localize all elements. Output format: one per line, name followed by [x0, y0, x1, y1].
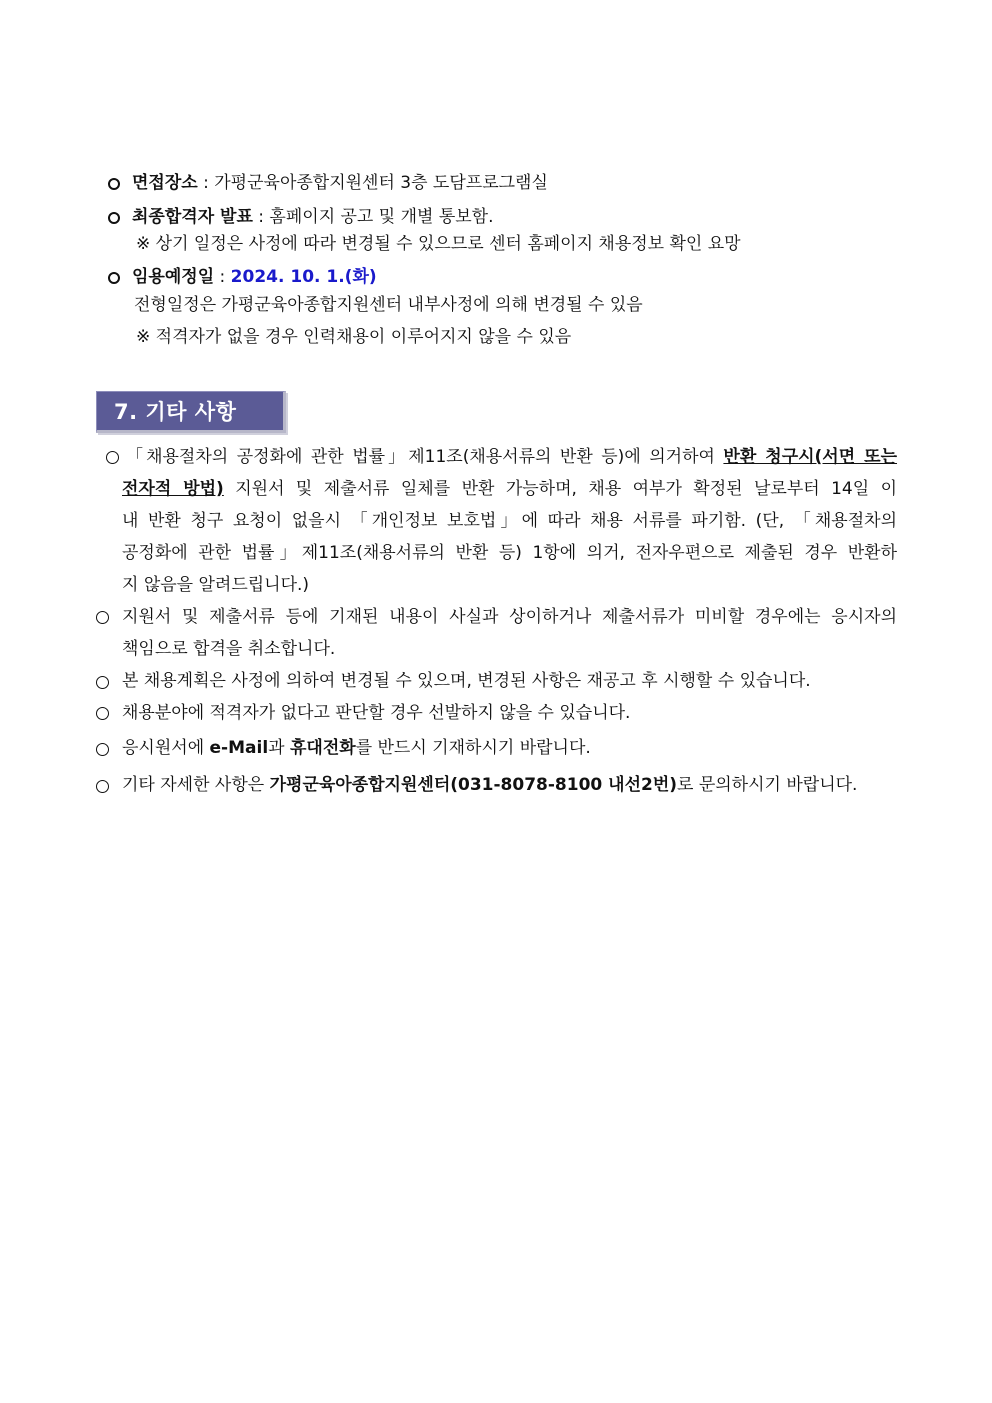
bullet-icon [96, 611, 109, 624]
final-announce-value: 홈페이지 공고 및 개별 통보함. [269, 207, 494, 227]
interview-place-label: 면접장소 [132, 173, 198, 193]
interview-place-line [132, 172, 548, 194]
bullet-icon [96, 707, 109, 720]
item1-text: 지원서 및 제출서류 일체를 반환 가능하며, 채용 여부가 확정된 날로부터 14일 이 [223, 479, 897, 499]
item1-line4: 공정화에 관한 법률」제11조(채용서류의 반환 등) 1항에 의거, 전자우편으로 제출된 경우 반환하 [122, 543, 897, 563]
final-announce-line [132, 206, 494, 228]
appointment-date: 2024. 10. 1.(화) [230, 267, 377, 287]
final-announce-label: 최종합격자 발표 [132, 207, 253, 227]
item1-emphasis: 반환 청구시(서면 또는 [723, 447, 898, 467]
bullet-icon [96, 780, 109, 793]
interview-place-value: 가평군육아종합지원센터 3층 도담프로그램실 [214, 173, 548, 193]
bullet-icon [108, 272, 120, 284]
item6-text: 로 문의하시기 바랍니다. [677, 775, 858, 795]
item5-email: e-Mail [209, 738, 269, 758]
separator: : [252, 207, 270, 227]
item5-text: 를 반드시 기재하시기 바랍니다. [355, 738, 591, 758]
bullet-icon [96, 676, 109, 689]
item5-phone: 휴대전화 [289, 738, 356, 758]
item1-line5: 지 않음을 알려드립니다.) [122, 575, 310, 595]
bullet-icon [108, 212, 120, 224]
item1-line2 [122, 478, 897, 500]
bullet-icon [108, 178, 120, 190]
bullet-icon [96, 743, 109, 756]
item6-contact: 가평군육아종합지원센터(031-8078-8100 내선2번) [269, 775, 678, 795]
item3-line: 본 채용계획은 사정에 의하여 변경될 수 있으며, 변경된 사항은 재공고 후 시행할 수 있습니다. [122, 671, 811, 691]
separator: : [197, 173, 215, 193]
final-announce-note: ※ 상기 일정은 사정에 따라 변경될 수 있으므로 센터 홈페이지 채용정보 확인 요망 [136, 234, 741, 254]
appointment-line [132, 266, 377, 288]
bullet-icon [106, 451, 119, 464]
item1-line1 [126, 446, 897, 468]
item1-emphasis: 전자적 방법) [122, 479, 224, 499]
section-title: 7. 기타 사항 [114, 400, 237, 424]
item5-text: 응시원서에 [122, 738, 210, 758]
item1-line3: 내 반환 청구 요청이 없을시 「개인정보 보호법」에 따라 채용 서류를 파기함. (단, 「채용절차의 [122, 511, 897, 531]
item1-text: 「채용절차의 공정화에 관한 법률」제11조(채용서류의 반환 등)에 의거하여 [126, 447, 724, 467]
item6-line [122, 774, 857, 796]
appointment-schedule-note: 전형일정은 가평군육아종합지원센터 내부사정에 의해 변경될 수 있음 [134, 295, 643, 315]
item4-line: 채용분야에 적격자가 없다고 판단할 경우 선발하지 않을 수 있습니다. [122, 703, 631, 723]
separator: : [214, 267, 231, 287]
item5-line [122, 737, 591, 759]
appointment-note: ※ 적격자가 없을 경우 인력채용이 이루어지지 않을 수 있음 [136, 327, 572, 347]
item2-line1: 지원서 및 제출서류 등에 기재된 내용이 사실과 상이하거나 제출서류가 미비할 경우에는 응시자의 [122, 607, 897, 627]
item5-text: 과 [268, 738, 290, 758]
item6-text: 기타 자세한 사항은 [122, 775, 270, 795]
item2-line2: 책임으로 합격을 취소합니다. [122, 639, 336, 659]
appointment-label: 임용예정일 [132, 267, 215, 287]
